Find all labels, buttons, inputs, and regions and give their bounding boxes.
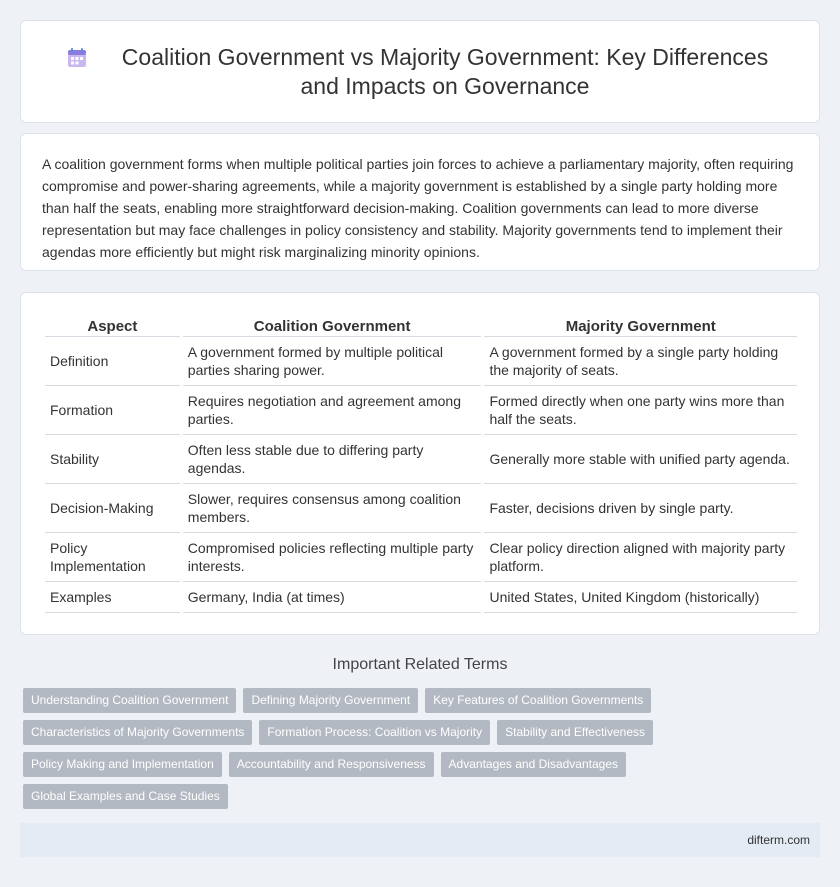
related-term-tag[interactable]: Key Features of Coalition Governments xyxy=(425,688,651,713)
comparison-table xyxy=(42,315,800,613)
page-title: Coalition Government vs Majority Government: Key Differences and Impacts on Governance xyxy=(121,43,769,99)
cell-coalition: Often less stable due to differing party agendas. xyxy=(183,435,482,484)
related-term-tag[interactable]: Defining Majority Government xyxy=(243,688,418,713)
cell-aspect: Stability xyxy=(45,435,180,484)
related-term-tag[interactable]: Global Examples and Case Studies xyxy=(23,784,228,809)
related-terms-title: Important Related Terms xyxy=(332,656,508,673)
cell-majority: Formed directly when one party wins more than half the seats. xyxy=(484,386,797,435)
cell-coalition: Requires negotiation and agreement among parties. xyxy=(183,386,482,435)
header-majority: Majority Government xyxy=(484,315,797,337)
cell-majority: Clear policy direction aligned with majority party platform. xyxy=(484,533,797,582)
cell-coalition: Compromised policies reflecting multiple party interests. xyxy=(183,533,482,582)
related-term-tag[interactable]: Formation Process: Coalition vs Majority xyxy=(259,720,490,745)
header-card xyxy=(20,20,820,123)
cell-aspect: Formation xyxy=(45,386,180,435)
cell-coalition: A government formed by multiple political parties sharing power. xyxy=(183,337,482,386)
intro-card xyxy=(20,133,820,271)
cell-majority: Faster, decisions driven by single party. xyxy=(484,484,797,533)
related-terms-list xyxy=(23,688,823,816)
cell-aspect: Decision-Making xyxy=(45,484,180,533)
cell-aspect: Examples xyxy=(45,582,180,613)
cell-majority: United States, United Kingdom (historically) xyxy=(484,582,797,613)
footer xyxy=(20,823,820,857)
related-term-tag[interactable]: Understanding Coalition Government xyxy=(23,688,236,713)
related-term-tag[interactable]: Characteristics of Majority Governments xyxy=(23,720,252,745)
related-term-tag[interactable]: Stability and Effectiveness xyxy=(497,720,653,745)
table-row xyxy=(45,435,797,484)
footer-site-link[interactable]: difterm.com xyxy=(747,833,810,847)
table-row xyxy=(45,484,797,533)
table-row xyxy=(45,533,797,582)
cell-coalition: Germany, India (at times) xyxy=(183,582,482,613)
header-coalition: Coalition Government xyxy=(183,315,482,337)
cell-majority: Generally more stable with unified party agenda. xyxy=(484,435,797,484)
cell-aspect: Definition xyxy=(45,337,180,386)
table-header-row xyxy=(45,315,797,337)
related-term-tag[interactable]: Policy Making and Implementation xyxy=(23,752,222,777)
related-term-tag[interactable]: Accountability and Responsiveness xyxy=(229,752,434,777)
table-row xyxy=(45,582,797,613)
intro-paragraph: A coalition government forms when multiple political parties join forces to achieve a parliamentary majority, often requiring compromise and power-sharing agreements, while a majority government is established by a single party holding more than half the seats, enabling more straightforward decision-making. Coalition governments can lead to more diverse representation but may face challenges in policy consistency and stability. Majority governments tend to implement their agendas more efficiently but might risk marginalizing minority opinions. xyxy=(42,156,794,260)
header-aspect: Aspect xyxy=(45,315,180,337)
table-row xyxy=(45,337,797,386)
cell-aspect: Policy Implementation xyxy=(45,533,180,582)
comparison-card xyxy=(20,292,820,635)
cell-majority: A government formed by a single party holding the majority of seats. xyxy=(484,337,797,386)
table-row xyxy=(45,386,797,435)
cell-coalition: Slower, requires consensus among coalition members. xyxy=(183,484,482,533)
related-term-tag[interactable]: Advantages and Disadvantages xyxy=(441,752,626,777)
